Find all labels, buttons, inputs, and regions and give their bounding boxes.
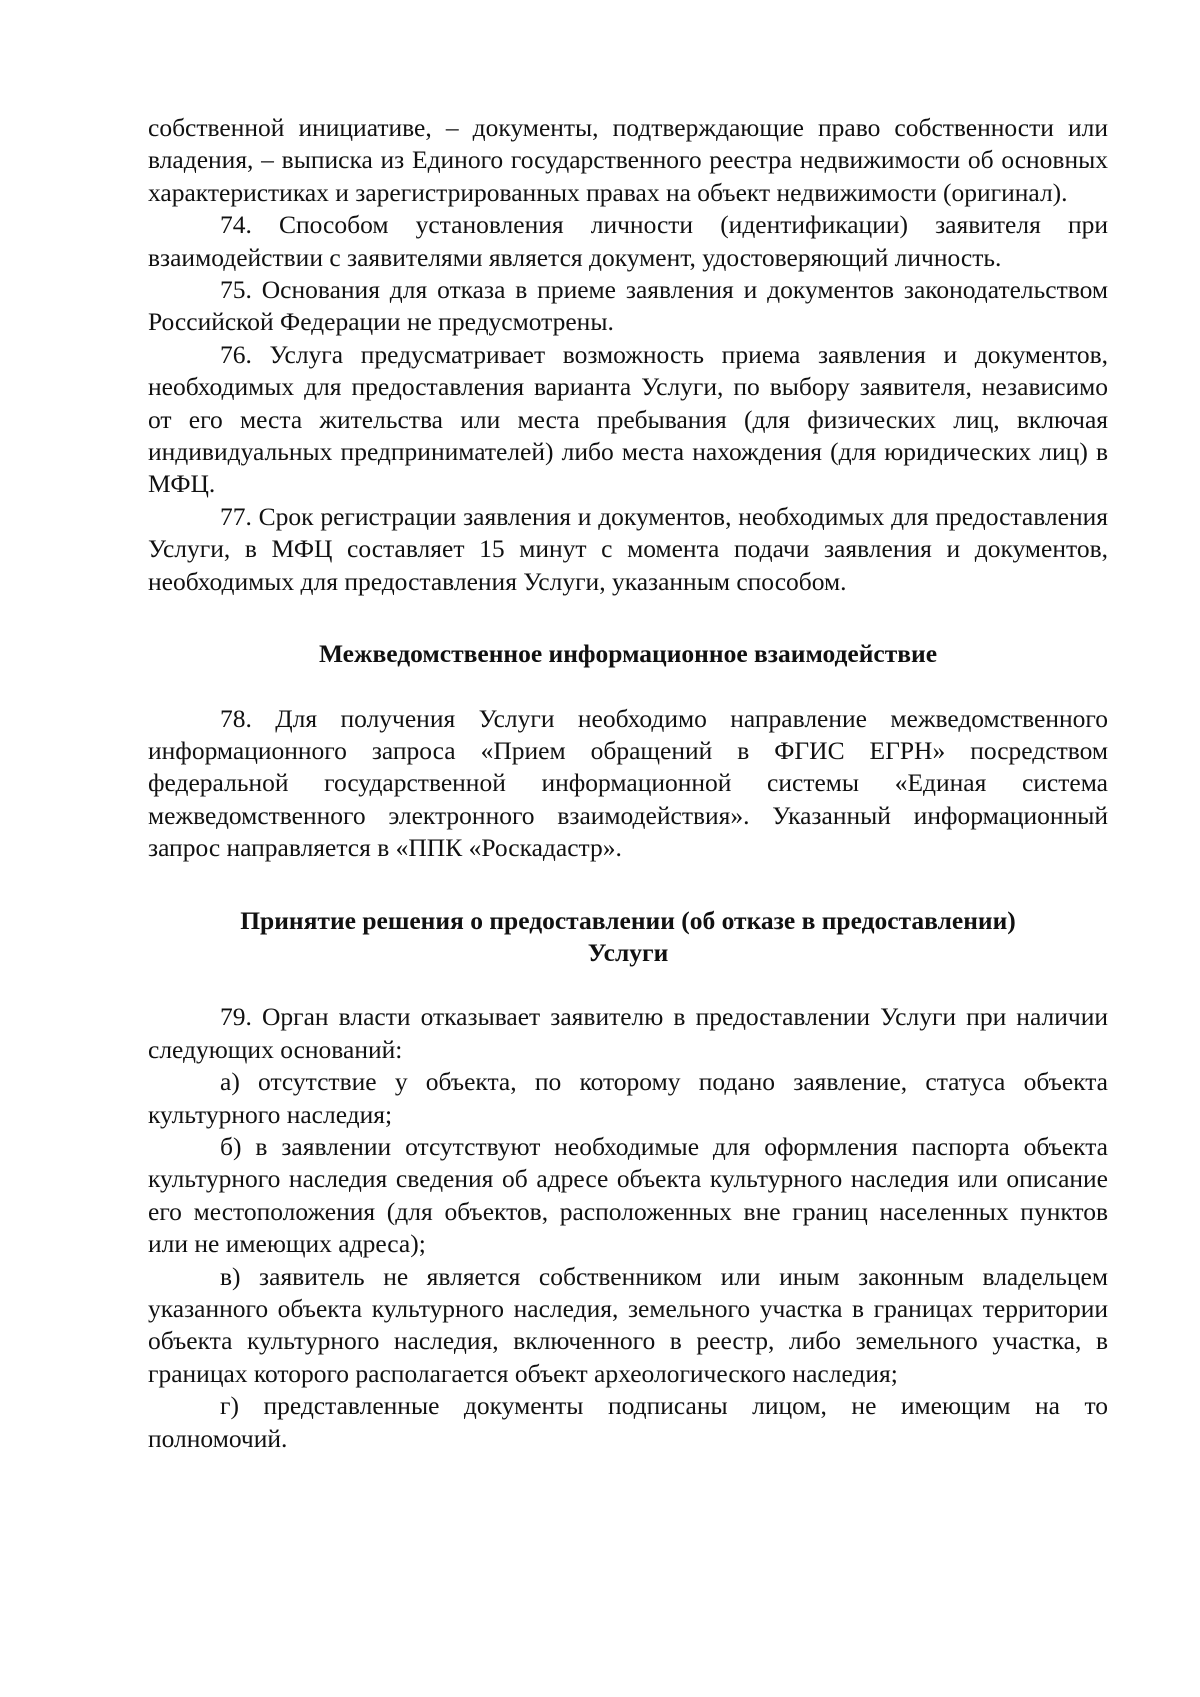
paragraph-76: 76. Услуга предусматривает возможность приема заявления и документов, необходимых для предоставления варианта Услуги, по выбору заявителя, независимо от его места жительства или места пребывания (для физических лиц, включая индивидуальных предпринимателей) либо места нахождения (для юридических лиц) в МФЦ. xyxy=(148,339,1108,499)
paragraph-79: 79. Орган власти отказывает заявителю в предоставлении Услуги при наличии следующих оснований: xyxy=(148,1002,1108,1064)
section-heading-decision xyxy=(148,905,1108,970)
paragraph-75: 75. Основания для отказа в приеме заявления и документов законодательством Российской Федерации не предусмотрены. xyxy=(148,275,1108,337)
document-body xyxy=(148,112,1108,1455)
list-item-v: в) заявитель не является собственником или иным законным владельцем указанного объекта культурного наследия, земельного участка в границах территории объекта культурного наследия, включенного в реестр, либо земельного участка, в границах которого располагается объект археологического наследия; xyxy=(148,1261,1108,1388)
paragraph-77: 77. Срок регистрации заявления и документов, необходимых для предоставления Услуги, в МФЦ составляет 15 минут с момента подачи заявления и документов, необходимых для предоставления Услуги, указанным способом. xyxy=(148,501,1108,596)
list-item-b: б) в заявлении отсутствуют необходимые для оформления паспорта объекта культурного наследия сведения об адресе объекта культурного наследия или описание его местоположения (для объектов, расположенных вне границ населенных пунктов или не имеющих адреса); xyxy=(148,1131,1108,1259)
paragraph-74: 74. Способом установления личности (идентификации) заявителя при взаимодействии с заявителями является документ, удостоверяющий личность. xyxy=(148,210,1108,272)
list-item-a: а) отсутствие у объекта, по которому подано заявление, статуса объекта культурного наследия; xyxy=(148,1067,1108,1129)
paragraph-78: 78. Для получения Услуги необходимо направление межведомственного информационного запроса «Прием обращений в ФГИС ЕГРН» посредством федеральной государственной информационной системы «Единая система межведомственного электронного взаимодействия». Указанный информационный запрос направляется в «ППК «Роскадастр». xyxy=(148,703,1108,863)
list-item-g: г) представленные документы подписаны лицом, не имеющим на то полномочий. xyxy=(148,1391,1108,1453)
paragraph-continuation: собственной инициативе, – документы, подтверждающие право собственности или владения, – выписка из Единого государственного реестра недвижимости об основных характеристиках и зарегистрированных правах на объект недвижимости (оригинал). xyxy=(148,113,1108,207)
section-heading-decision-line1: Принятие решения о предоставлении (об отказе в предоставлении) xyxy=(240,905,1016,935)
section-heading-interagency: Межведомственное информационное взаимодействие xyxy=(318,639,938,669)
section-heading-decision-line2: Услуги xyxy=(587,937,669,967)
